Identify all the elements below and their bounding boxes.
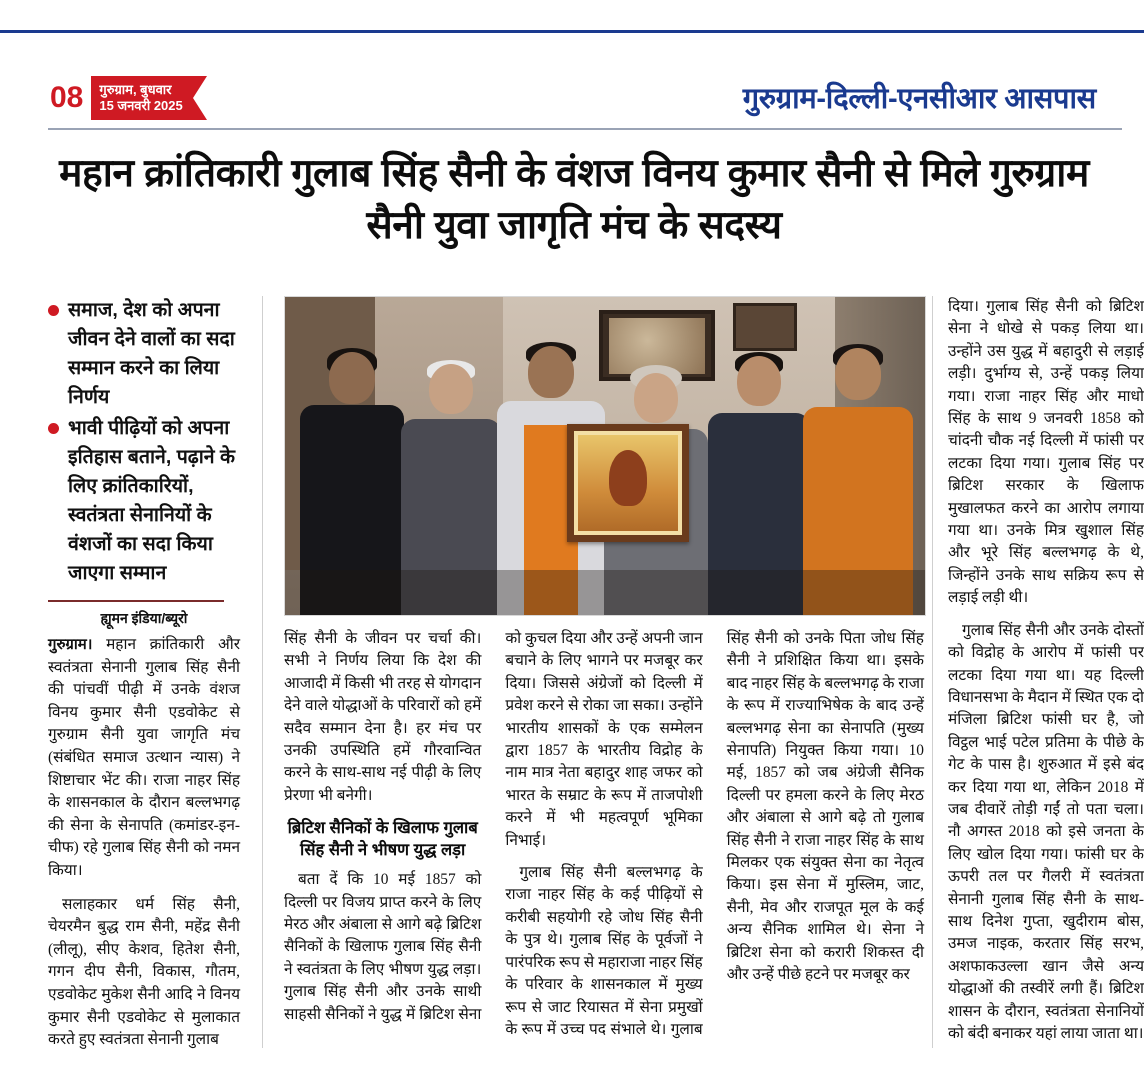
issue-date: 15 जनवरी 2025 — [99, 98, 183, 113]
highlight-text: भावी पीढ़ियों को अपना इतिहास बताने, पढ़ाने के लिए क्रांतिकारियों, स्वतंत्रता सेनानियों के वंशजों का सदा किया जाएगा सम्मान — [68, 417, 236, 584]
date-block — [91, 76, 192, 120]
framed-portrait — [567, 424, 689, 542]
middle-column-text — [284, 628, 924, 1046]
photo-foreground-shadow — [285, 570, 925, 615]
person-head — [737, 356, 781, 406]
highlight-text: समाज, देश को अपना जीवन देने वालों का सदा सम्मान करने का लिया निर्णय — [68, 299, 235, 408]
bullet-dot-icon — [48, 305, 59, 316]
date-flag — [48, 76, 207, 120]
highlights-list — [48, 296, 240, 588]
person-head — [429, 364, 473, 414]
section-title: गुरुग्राम-दिल्ली-एनसीआर आसपास — [742, 83, 1096, 115]
paragraph: सलाहकार धर्म सिंह सैनी, चेयरमैन बुद्ध राम सैनी, महेंद्र सैनी (लीलू), सीए केशव, हितेश सैनी, गगन दीप सैनी, विकास, गौतम, एडवोकेट मुकेश सैनी आदि ने विनय कुमार सैनी एडवोकेट से मुलाकात करते हुए स्वतंत्रता सेनानी गुलाब — [48, 895, 240, 1049]
column-divider-1 — [262, 296, 263, 1048]
list-item — [48, 296, 240, 412]
portrait-figure — [609, 450, 647, 506]
middle-column — [284, 296, 924, 1046]
group-photo-felicitation — [284, 296, 926, 616]
paragraph — [48, 634, 240, 883]
page-number: 08 — [48, 76, 91, 120]
paragraph: गुलाब सिंह सैनी और उनके दोस्तों को विद्रोह के आरोप में फांसी पर लटका दिया गया था। यह दिल्ली विधानसभा के मैदान में स्थित एक दो मंजिला ब्रिटिश फांसी घर है, जो विट्ठल भाई पटेल प्रतिमा के पीछे के गेट के पास है। शुरुआत में इसे बंद कर दिया गया था, लेकिन 2018 में जब दीवारें तोड़ी गईं तो पता चला। नौ अगस्त 2018 को इसे जनता के लिए खोल दिया गया। फांसी घर के ऊपरी तल पर गैलरी में स्वतंत्रता सेनानी गुलाब सिंह सैनी के साथ-साथ दिनेश गुप्ता, खुदीराम बोस, उमज नाइक, करतार सिंह सरभ, अशफाकउल्ला खान जैसे अन्य योद्धाओं की तस्वीरें लगी हैं। ब्रिटिश शासन के दौरान, स्वतंत्रता सेनानियों को बंदी बनाकर यहां लाया जाता था। — [948, 621, 1144, 1042]
top-divider — [0, 30, 1144, 33]
person-head — [835, 348, 881, 400]
subheading: ब्रिटिश सैनिकों के खिलाफ गुलाब सिंह सैनी ने भीषण युद्ध लड़ा — [287, 819, 478, 860]
masthead-divider — [48, 128, 1122, 130]
paragraph: सिंह सैनी के जीवन पर चर्चा की। सभी ने निर्णय लिया कि देश की आजादी में किसी भी तरह से योगदान देने वाले योद्धाओं के परिवारों को हमें सदैव सम्मान देना है। हर मंच पर उनकी उपस्थिति हमें गौरवान्वित करने के साथ-साथ नई पीढ़ी के लिए प्रेरणा भी बनेगी। — [284, 630, 482, 804]
right-column — [948, 296, 1144, 1055]
paragraph: दिया। गुलाब सिंह सैनी को ब्रिटिश सेना ने धोखे से पकड़ लिया था। उन्होंने उस युद्ध में बहादुरी से लड़ाई लड़ी। दुर्भाग्य से, उन्हें पकड़ लिया गया। राजा नाहर सिंह और माधो सिंह के साथ 9 जनवरी 1858 को चांदनी चौक नई दिल्ली में फांसी पर लटका दिया गया। गुलाब सिंह पर ब्रिटिश सरकार के खिलाफ मुखालफत करने का आरोप लगाया गया था। उनके मित्र खुशाल सिंह और भूरे सिंह बल्लभगढ़ के थे, जिन्होंने उनके साथ सक्रिय रूप से लड़ाई लड़ी थी। — [948, 298, 1144, 607]
list-item — [48, 414, 240, 588]
left-column — [48, 296, 240, 1063]
page-title: महान क्रांतिकारी गुलाब सिंह सैनी के वंशज विनय कुमार सैनी से मिले गुरुग्राम सैनी युवा जागृति मंच के सदस्य — [59, 152, 1089, 247]
column-divider-2 — [932, 296, 933, 1048]
byline: ह्यूमन इंडिया/ब्यूरो — [100, 610, 188, 626]
bullet-dot-icon — [48, 423, 59, 434]
masthead — [48, 76, 1096, 120]
person-head — [528, 346, 574, 398]
place-day: गुरुग्राम, बुधवार — [99, 82, 172, 97]
datelined-place: गुरुग्राम। — [48, 636, 93, 653]
article-body — [48, 296, 1144, 1049]
paragraph-text: महान क्रांतिकारी और स्वतंत्रता सेनानी गुलाब सिंह सैनी की पांचवीं पीढ़ी में उनके वंशज विनय कुमार सैनी एडवोकेट से गुरुग्राम सैनी युवा जागृति मंच (संबंधित समाज उत्थान न्यास) ने शिष्टाचार भेंट की। राजा नाहर सिंह के शासनकाल के दौरान बल्लभगढ़ की सेना के सेनापति (कमांडर-इन-चीफ) रहे गुलाब सिंह सैनी को नमन किया। — [48, 636, 240, 879]
byline-divider — [48, 600, 224, 602]
paragraph: गुलाब सिंह सैनी बल्लभगढ़ के राजा नाहर सिंह के कई पीढ़ियों से करीबी सहयोगी रहे जोध सिंह सैनी के पुत्र थे। गुलाब सिंह के पूर्वजों ने पारंपरिक रूप से महाराजा नाहर सिंह के परिवार के शासनकाल में मुख्य रूप से जाट रियासत में सेना प्रमुखों के रूप में उच्च पद संभाले थे। गुलाब सिंह सैनी को उनके पिता जोध सिंह सैनी ने प्रशिक्षित किया था। इसके बाद नाहर सिंह के बल्लभगढ़ के राजा के रूप में राज्याभिषेक के बाद उन्हें बल्लभगढ़ सेना का सेनापति (मुख्य सेनापति) नियुक्त किया गया। 10 मई, 1857 को जब अंग्रेजी सैनिक दिल्ली पर हमला करने के लिए मेरठ और अंबाला से आगे बढ़े तो गुलाब सिंह सैनी ने राजा नाहर सिंह के साथ मिलकर एक संयुक्त सेना का नेतृत्व किया। इस सेना में मुस्लिम, जाट, सैनी, मेव और राजपूत मूल के कई अन्य सैनिक शामिल थे। सेना ने ब्रिटिश सेना को करारी शिकस्त दी और उन्हें पीछे हटने पर मजबूर कर — [505, 630, 924, 1038]
flag-arrow — [193, 76, 207, 120]
person-head — [634, 373, 678, 423]
wall-picture-frame-small — [733, 303, 797, 350]
person-head — [329, 352, 375, 404]
left-column-text — [48, 634, 240, 1052]
paragraph: बता दें कि 10 मई 1857 को दिल्ली पर विजय प्राप्त करने के लिए मेरठ और अंबाला से आगे बढ़े ब्रिटिश सैनिकों के खिलाफ गुलाब सिंह सैनी ने स्वतंत्रता के लिए भीषण युद्ध लड़ा। गुलाब सिंह सैनी और उनके साथी साहसी सैनिकों ने युद्ध में ब्रिटिश सेना को कुचल दिया और उन्हें अपनी जान बचाने के लिए भागने पर मजबूर कर दिया। जिससे अंग्रेजों को दिल्ली में प्रवेश करने से रोका जा सका। उन्होंने भारतीय शासकों के एक सम्मेलन द्वारा 1857 के भारतीय विद्रोह के नाम मात्र नेता बहादुर शाह जफर को भारत के सम्राट के रूप में ताजपोशी करने में भी महत्वपूर्ण भूमिका निभाई। — [284, 630, 703, 1023]
